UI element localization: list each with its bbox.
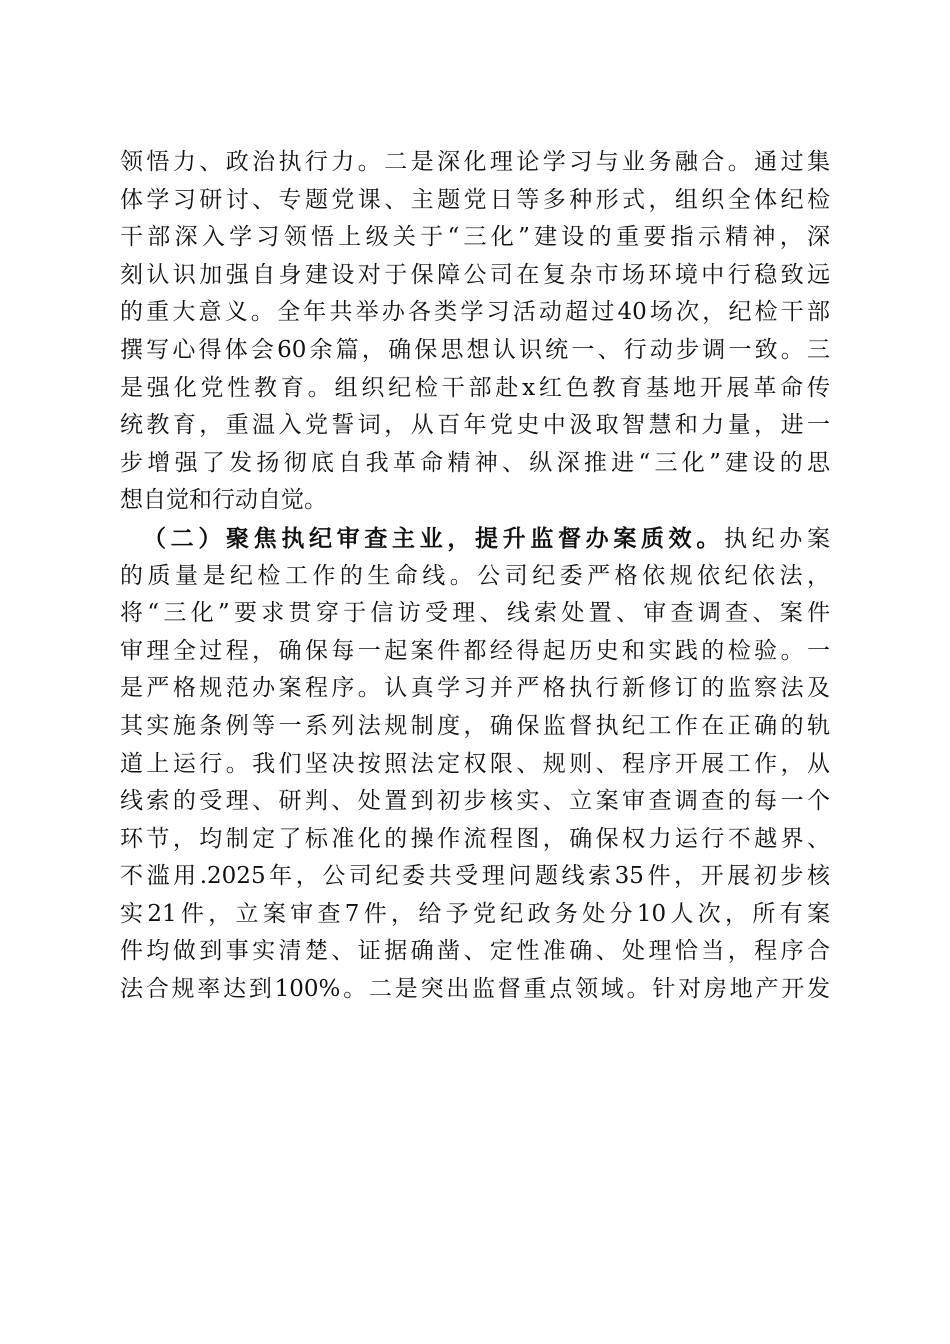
body-line-5: 的重大意义。全年共举办各类学习活动超过40场次，纪检干部 — [120, 299, 830, 326]
body-line-17: 道上运行。我们坚决按照法定权限、规则、程序开展工作，从 — [120, 750, 830, 777]
body-line-4: 刻认识加强自身建设对于保障公司在复杂市场环境中行稳致远 — [120, 261, 830, 288]
body-line-21: 实21件，立案审查7件，给予党纪政务处分10人次，所有案 — [120, 900, 830, 927]
body-line-18: 线索的受理、研判、处置到初步核实、立案审查调查的每一个 — [120, 788, 830, 815]
body-line-19: 环节，均制定了标准化的操作流程图，确保权力运行不越界、 — [120, 825, 830, 852]
body-line-10: 想自觉和行动自觉。 — [120, 487, 327, 514]
body-line-6: 撰写心得体会60余篇，确保思想认识统一、行动步调一致。三 — [120, 336, 830, 363]
body-line-1: 领悟力、政治执行力。二是深化理论学习与业务融合。通过集 — [120, 149, 830, 175]
body-line-23: 法合规率达到100%。二是突出监督重点领域。针对房地产开发 — [120, 976, 830, 1003]
body-line-14: 审理全过程，确保每一起案件都经得起历史和实践的检验。一 — [120, 637, 830, 664]
body-line-7: 是强化党性教育。组织纪检干部赴x红色教育基地开展革命传 — [120, 374, 830, 401]
section-heading: （二）聚焦执纪审查主业，提升监督办案质效。 — [143, 524, 724, 552]
document-body — [120, 144, 830, 1009]
body-line-15: 是严格规范办案程序。认真学习并严格执行新修订的监察法及 — [120, 675, 830, 702]
section-lead-text: 执纪办案 — [724, 525, 831, 552]
body-line-13: 将“三化”要求贯穿于信访受理、线索处置、审查调查、案件 — [120, 600, 830, 627]
body-line-20: 不滥用.2025年，公司纪委共受理问题线索35件，开展初步核 — [120, 863, 830, 890]
body-line-3: 干部深入学习领悟上级关于“三化”建设的重要指示精神，深 — [120, 224, 830, 251]
body-line-2: 体学习研讨、专题党课、主题党日等多种形式，组织全体纪检 — [120, 186, 830, 213]
body-line-9: 步增强了发扬彻底自我革命精神、纵深推进“三化”建设的思 — [120, 449, 830, 476]
body-line-22: 件均做到事实清楚、证据确凿、定性准确、处理恰当，程序合 — [120, 938, 830, 965]
body-line-12: 的质量是纪检工作的生命线。公司纪委严格依规依纪依法， — [120, 562, 830, 589]
body-line-8: 统教育，重温入党誓词，从百年党史中汲取智慧和力量，进一 — [120, 412, 830, 439]
section-heading-line — [120, 520, 830, 558]
body-line-16: 其实施条例等一系列法规制度，确保监督执纪工作在正确的轨 — [120, 712, 830, 739]
